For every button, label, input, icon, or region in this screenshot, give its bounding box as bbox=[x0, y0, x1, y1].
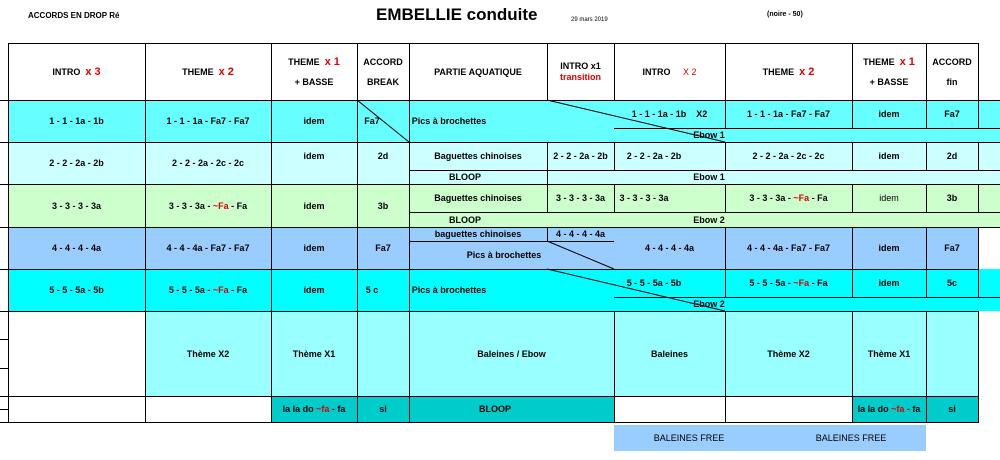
row1-theme2: 1 - 1 - 1a - Fa7 - Fa7 bbox=[746, 109, 831, 119]
row3-aqua: Baguettes chinoises bbox=[434, 193, 522, 203]
row5-intro2: 5 - 5 - 5a - 5b bbox=[626, 278, 682, 288]
row2-intro: 2 - 2 - 2a - 2b bbox=[49, 158, 104, 168]
bottom-basse: la la do ~fa - fa bbox=[282, 404, 346, 414]
row2-ebow-label: Ebow 1 bbox=[693, 172, 725, 182]
row3-ebow-label: Ebow 2 bbox=[693, 214, 725, 225]
row1-basse2: idem bbox=[878, 109, 900, 119]
row4-aqua: Pics à brochettes bbox=[466, 250, 542, 260]
row2-basse2: idem bbox=[878, 151, 900, 161]
col-header-intro: INTRO x 3 bbox=[52, 65, 101, 78]
col-header-intro-transition: INTRO x1 transition bbox=[559, 60, 601, 82]
row4-theme2: 4 - 4 - 4a - Fa7 - Fa7 bbox=[746, 243, 831, 253]
row3-transition: 3 - 3 - 3 - 3a bbox=[555, 193, 606, 203]
row1-intro2: 1 - 1 - 1a - 1b X2 bbox=[631, 109, 708, 119]
row4-aqua-top: baguettes chinoises bbox=[434, 229, 522, 239]
bottom-break: si bbox=[379, 404, 387, 414]
row4-fin: Fa7 bbox=[944, 243, 960, 253]
row5-fin: 5c bbox=[946, 278, 957, 288]
instr-theme: Thème X2 bbox=[186, 348, 230, 359]
page-title: EMBELLIE conduite bbox=[376, 5, 538, 24]
header-date: 29 mars 2019 bbox=[571, 17, 608, 23]
row4-intro2: 4 - 4 - 4 - 4a bbox=[644, 243, 695, 253]
row1-intro: 1 - 1 - 1a - 1b bbox=[49, 116, 104, 126]
bottom-aqua: BLOOP bbox=[478, 404, 511, 414]
row4-break: Fa7 bbox=[375, 243, 391, 253]
row3-bloop-label: BLOOP bbox=[448, 214, 481, 225]
col-header-theme-basse-2: THEME x 1 + BASSE bbox=[863, 55, 915, 87]
row1-basse: idem bbox=[303, 116, 325, 126]
row5-theme: 5 - 5 - 5a - ~Fa - Fa bbox=[168, 285, 248, 295]
col-header-accord-break: ACCORD BREAK bbox=[363, 56, 403, 87]
instr-theme-basse: Thème X1 bbox=[292, 348, 336, 359]
baleines-free-right: BALEINES FREE bbox=[815, 433, 887, 443]
row5-intro: 5 - 5 - 5a - 5b bbox=[49, 285, 104, 295]
row3-intro2: 3 - 3 - 3 - 3a bbox=[619, 193, 669, 203]
header-tempo: (noire - 50) bbox=[767, 11, 803, 18]
row2-transition: 2 - 2 - 2a - 2b bbox=[553, 151, 608, 161]
row4-basse2: idem bbox=[878, 243, 900, 253]
row4-intro: 4 - 4 - 4 - 4a bbox=[51, 243, 102, 253]
row4-basse: idem bbox=[303, 243, 325, 253]
row3-break: 3b bbox=[377, 200, 389, 211]
row3-theme2: 3 - 3 - 3a - ~Fa - Fa bbox=[749, 193, 828, 203]
baleines-free-left: BALEINES FREE bbox=[653, 433, 725, 443]
row1-aqua: Pics à brochettes bbox=[411, 116, 487, 126]
bottom-fin: si bbox=[948, 404, 956, 414]
instr-theme-basse2: Thème X1 bbox=[867, 348, 911, 359]
row2-fin: 2d bbox=[946, 151, 958, 161]
row2-theme2: 2 - 2 - 2a - 2c - 2c bbox=[752, 151, 825, 161]
row2-theme: 2 - 2 - 2a - 2c - 2c bbox=[171, 158, 245, 168]
row5-basse: idem bbox=[303, 285, 325, 295]
instr-intro2: Baleines bbox=[650, 348, 689, 359]
row1-break: Fa7 bbox=[364, 116, 380, 126]
instr-aqua: Baleines / Ebow bbox=[477, 348, 546, 359]
row2-bloop-label: BLOOP bbox=[448, 172, 481, 182]
col-header-theme-basse: THEME x 1 + BASSE bbox=[288, 55, 340, 87]
row5-ebow-label: Ebow 2 bbox=[693, 299, 725, 309]
col-header-intro-2: INTRO X 2 bbox=[642, 66, 697, 77]
row3-basse: idem bbox=[303, 200, 325, 211]
row4-transition: 4 - 4 - 4 - 4a bbox=[555, 229, 606, 239]
row3-basse2: idem bbox=[879, 193, 899, 203]
bottom-basse2: la la do ~fa - fa bbox=[857, 404, 921, 414]
row1-fin: Fa7 bbox=[944, 109, 960, 119]
instr-theme2: Thème X2 bbox=[767, 348, 810, 359]
row2-basse: idem bbox=[303, 151, 325, 161]
row4-theme: 4 - 4 - 4a - Fa7 - Fa7 bbox=[166, 243, 250, 253]
row5-break: 5 c bbox=[365, 285, 379, 295]
row2-aqua: Baguettes chinoises bbox=[434, 151, 522, 161]
col-header-accord-fin: ACCORD fin bbox=[932, 56, 972, 87]
header-left-label: ACCORDS EN DROP Ré bbox=[28, 11, 120, 20]
row3-theme: 3 - 3 - 3a - ~Fa - Fa bbox=[168, 200, 248, 211]
col-header-theme-2: THEME x 2 bbox=[762, 65, 815, 78]
row1-ebow-label: Ebow 1 bbox=[693, 130, 725, 140]
row5-theme2: 5 - 5 - 5a - ~Fa - Fa bbox=[749, 278, 828, 288]
row3-intro: 3 - 3 - 3 - 3a bbox=[51, 200, 102, 211]
row1-theme: 1 - 1 - 1a - Fa7 - Fa7 bbox=[166, 116, 250, 126]
row2-break: 2d bbox=[377, 151, 389, 161]
row5-basse2: idem bbox=[878, 278, 900, 288]
col-header-theme: THEME x 2 bbox=[182, 65, 234, 78]
row5-aqua: Pics à brochettes bbox=[411, 285, 487, 295]
row3-fin: 3b bbox=[946, 193, 958, 203]
row2-intro2: 2 - 2 - 2a - 2b bbox=[626, 151, 682, 161]
col-header-partie-aquatique: PARTIE AQUATIQUE bbox=[434, 66, 522, 77]
